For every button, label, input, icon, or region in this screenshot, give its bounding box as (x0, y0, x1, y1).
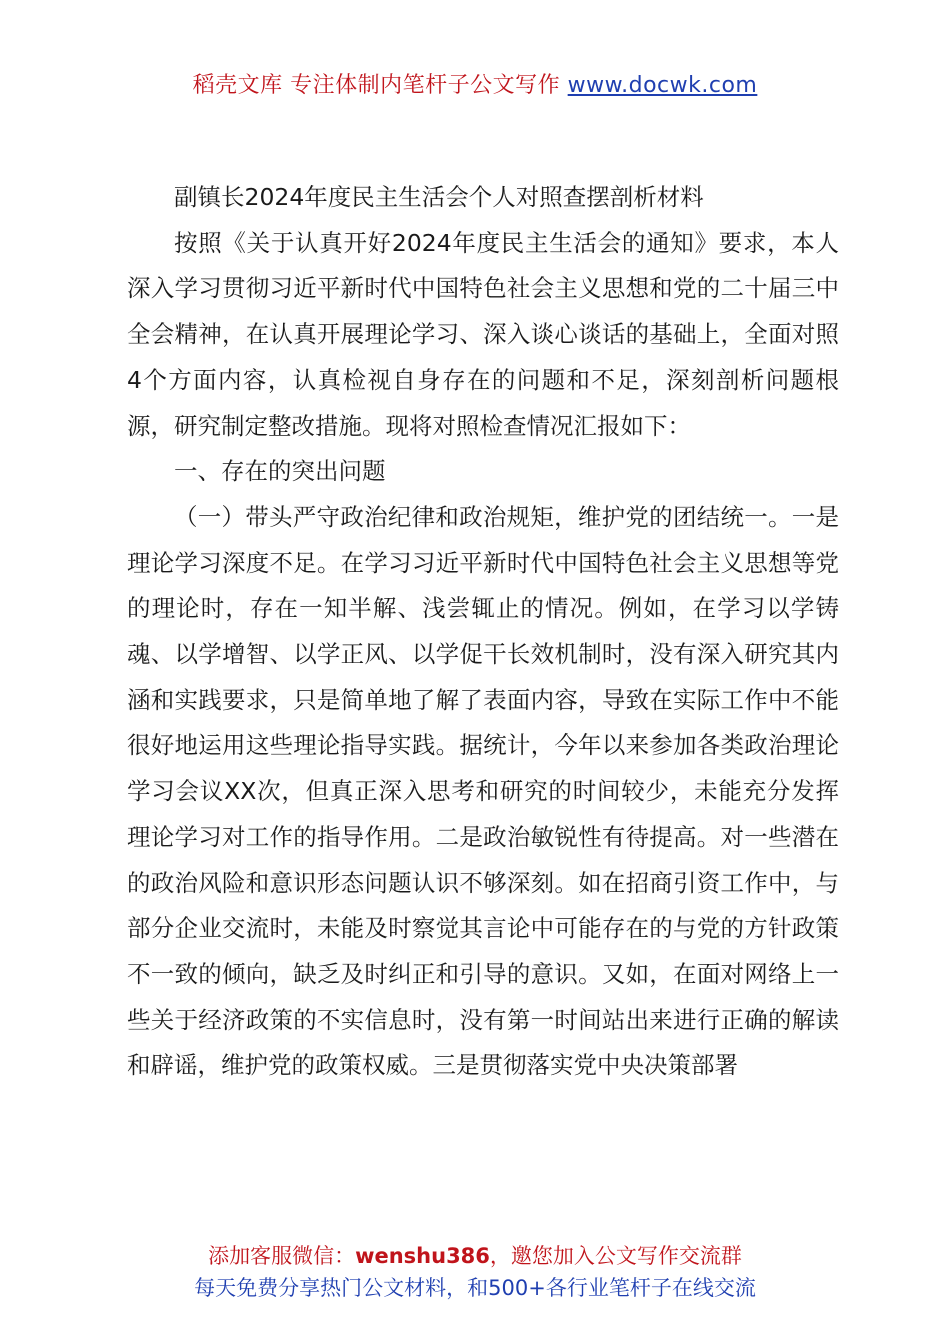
footer-share-line: 每天免费分享热门公文材料，和500+各行业笔杆子在线交流 (194, 1276, 756, 1300)
intro-paragraph: 按照《关于认真开好2024年度民主生活会的通知》要求，本人深入学习贯彻习近平新时代中国特色社会主义思想和党的二十届三中全会精神，在认真开展理论学习、深入谈心谈话的基础上，全面对照4个方面内容，认真检视自身存在的问题和不足，深刻剖析问题根源，研究制定整改措施。现将对照检查情况汇报如下： (127, 228, 839, 440)
header-brand: 稻壳文库 专注体制内笔杆子公文写作 (192, 73, 561, 98)
page-footer (0, 1240, 950, 1304)
site-url-link[interactable]: www.docwk.com (567, 73, 758, 98)
section-heading: 一、存在的突出问题 (174, 457, 386, 486)
document-body (127, 175, 839, 1089)
wechat-suffix: ，邀您加入公文写作交流群 (489, 1244, 742, 1268)
subsection-paragraph: （一）带头严守政治纪律和政治规矩，维护党的团结统一。一是理论学习深度不足。在学习习近平新时代中国特色社会主义思想等党的理论时，存在一知半解、浅尝辄止的情况。例如，在学习以学铸魂、以学增智、以学正风、以学促干长效机制时，没有深入研究其内涵和实践要求，只是简单地了解了表面内容，导致在实际工作中不能很好地运用这些理论指导实践。据统计，今年以来参加各类政治理论学习会议XX次，但真正深入思考和研究的时间较少，未能充分发挥理论学习对工作的指导作用。二是政治敏锐性有待提高。对一些潜在的政治风险和意识形态问题认识不够深刻。如在招商引资工作中，与部分企业交流时，未能及时察觉其言论中可能存在的与党的方针政策不一致的倾向，缺乏及时纠正和引导的意识。又如，在面对网络上一些关于经济政策的不实信息时，没有第一时间站出来进行正确的解读和辟谣，维护党的政策权威。三是贯彻落实党中央决策部署 (127, 502, 839, 1080)
wechat-id[interactable]: wenshu386 (355, 1244, 490, 1268)
document-title: 副镇长2024年度民主生活会个人对照查摆剖析材料 (174, 183, 704, 211)
footer-wechat-line (0, 1240, 950, 1272)
wechat-prefix: 添加客服微信： (208, 1244, 356, 1268)
page-header (0, 68, 950, 99)
